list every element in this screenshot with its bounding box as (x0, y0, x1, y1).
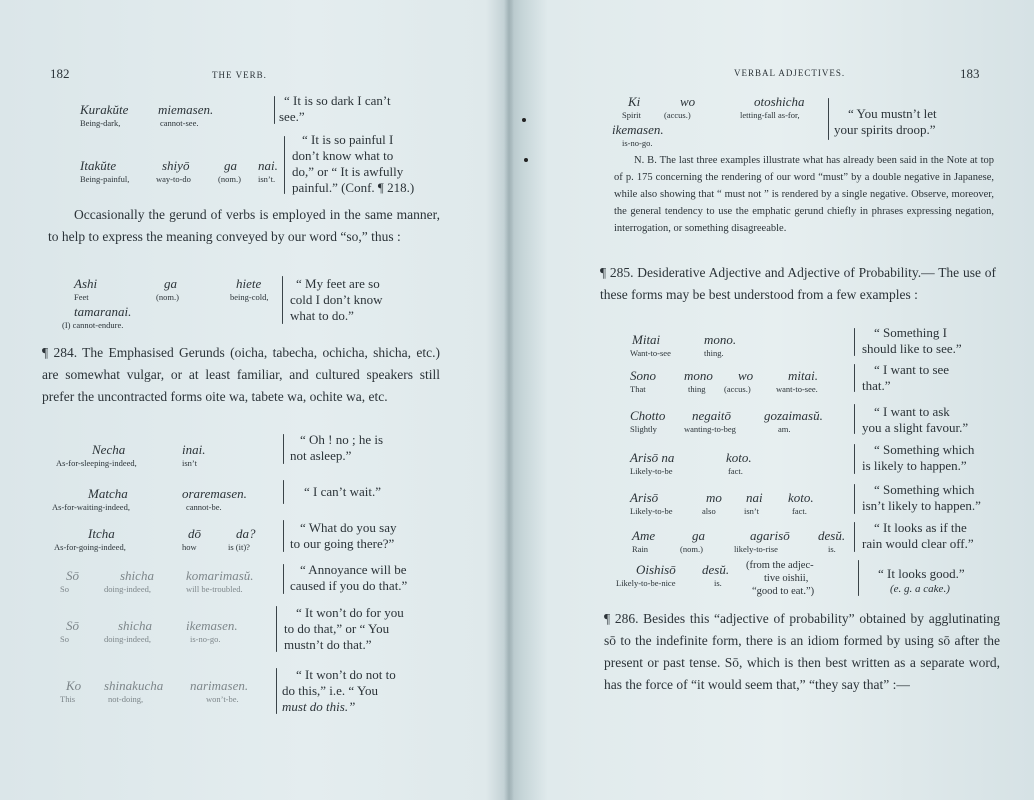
translation-line: see.” (279, 109, 305, 124)
brace (854, 522, 855, 552)
translation-line: “ What do you say (300, 520, 397, 535)
translation-line: “ I want to see (874, 362, 950, 377)
brace (854, 444, 855, 474)
brace (276, 606, 277, 652)
translation-line: do,” or “ It is awfully (292, 164, 404, 179)
gloss: is-no-go. (622, 138, 653, 148)
jp-word: Sō (66, 568, 79, 583)
gloss: is. (828, 544, 836, 554)
gloss: (accus.) (664, 110, 691, 120)
translation-line: “ I want to ask (874, 404, 950, 419)
gloss: As-for-sleeping-indeed, (56, 458, 137, 468)
translation-line: must do this.” (282, 699, 356, 714)
gloss: want-to-see. (776, 384, 818, 394)
gloss: fact. (728, 466, 743, 476)
jp-word: koto. (726, 450, 752, 465)
gloss: is (it)? (228, 542, 250, 552)
running-head: THE VERB. (212, 70, 267, 80)
gloss: not-doing, (108, 694, 144, 704)
translation-line: don’t know what to (292, 148, 394, 163)
right-page (512, 0, 1034, 800)
jp-word: desŭ. (818, 528, 846, 543)
translation-line: “ I can’t wait.” (304, 484, 381, 499)
jp-word: Sō (66, 618, 79, 633)
jp-word: shinakucha (104, 678, 164, 693)
paragraph-gerund: Occasionally the gerund of verbs is employed in the same manner, to help to express the meaning conveyed by our word “so,” thus : (48, 207, 440, 244)
translation-line: not asleep.” (290, 448, 352, 463)
translation-line: cold I don’t know (290, 292, 383, 307)
gloss: doing-indeed, (104, 634, 151, 644)
translation-line: what to do.” (290, 308, 354, 323)
brace (854, 404, 855, 434)
jp-word: wo (680, 94, 696, 109)
gloss: thing (688, 384, 706, 394)
translation-line: rain would clear off.” (862, 536, 974, 551)
jp-word: Itakŭte (80, 158, 117, 173)
gloss: Likely-to-be (630, 466, 673, 476)
brace (828, 98, 829, 140)
brace (854, 484, 855, 514)
aside-line: tive oishii, (764, 573, 809, 584)
brace (284, 136, 285, 194)
gloss: So (60, 634, 69, 644)
translation-line: “ It won’t do not to (296, 667, 396, 682)
page-number: 183 (960, 66, 980, 81)
gloss: Want-to-see (630, 348, 671, 358)
brace (858, 560, 859, 596)
gloss: (nom.) (218, 174, 241, 184)
gloss: isn’t. (258, 174, 276, 184)
page-number: 182 (50, 66, 70, 81)
translation-line: caused if you do that.” (290, 578, 408, 593)
jp-word: Necha (92, 442, 126, 457)
jp-word: Matcha (88, 486, 128, 501)
gloss: am. (778, 424, 791, 434)
translation-line: your spirits droop.” (834, 122, 936, 137)
translation-line: “ My feet are so (296, 276, 380, 291)
jp-word: Mitai (632, 332, 661, 347)
gloss: (accus.) (724, 384, 751, 394)
jp-word: inai. (182, 442, 206, 457)
jp-word: koto. (788, 490, 814, 505)
jp-word: mono (684, 368, 713, 383)
jp-word: mono. (704, 332, 737, 347)
jp-word: oraremasen. (182, 486, 247, 501)
gloss: won’t-be. (206, 694, 239, 704)
brace (283, 564, 284, 594)
gloss: isn’t (182, 458, 197, 468)
jp-word: ikemasen. (186, 618, 238, 633)
jp-word: shicha (118, 618, 152, 633)
gloss: Spirit (622, 110, 641, 120)
jp-word: komarimasŭ. (186, 568, 254, 583)
jp-word: tamaranai. (74, 304, 132, 319)
jp-word: Ashi (74, 276, 98, 291)
jp-word: negaitō (692, 408, 731, 423)
jp-word: hiete (236, 276, 262, 291)
jp-word: Itcha (88, 526, 115, 541)
gloss: is. (714, 578, 722, 588)
gloss: This (60, 694, 76, 704)
jp-word: gozaimasŭ. (764, 408, 823, 423)
translation-line: “ Something I (874, 325, 947, 340)
jp-word: ga (692, 528, 705, 543)
translation-line: to do that,” or “ You (284, 621, 390, 636)
translation-line: “ Something which (874, 442, 975, 457)
jp-word: ikemasen. (612, 122, 664, 137)
jp-word: shicha (120, 568, 154, 583)
jp-word: nai. (258, 158, 278, 173)
gloss: also (702, 506, 716, 516)
jp-word: ga (164, 276, 177, 291)
translation-line: painful.” (Conf. ¶ 218.) (292, 180, 415, 195)
gloss: Likely-to-be (630, 506, 673, 516)
left-page (0, 0, 508, 800)
running-head: VERBAL ADJECTIVES. (734, 68, 846, 78)
jp-word: Oishisō (636, 562, 676, 577)
jp-word: Ame (632, 528, 656, 543)
gloss: way-to-do (156, 174, 191, 184)
gloss: Feet (74, 292, 89, 302)
gloss: thing. (704, 348, 724, 358)
aside-line: “good to eat.”) (752, 586, 815, 597)
translation-line: (e. g. a cake.) (890, 583, 950, 595)
translation-line: do this,” i.e. “ You (282, 683, 379, 698)
jp-word: dō (188, 526, 201, 541)
translation-line: “ Annoyance will be (300, 562, 407, 577)
gloss: (I) cannot-endure. (62, 320, 124, 330)
paragraph-284: ¶ 284. The Emphasised Gerunds (oicha, tabecha, ochicha, shicha, etc.) are somewhat vulgar, or at least familiar, and cultured speakers still prefer the uncontracted forms oite wa, tabete wa, ochite wa, etc. (42, 345, 440, 404)
gloss: So (60, 584, 69, 594)
jp-word: agarisō (750, 528, 790, 543)
gloss: how (182, 542, 197, 552)
paragraph-286: ¶ 286. Besides this “adjective of probability” obtained by agglutinating sō to the indefinite form, there is an idiom formed by using sō after the present or past tense. Sō, which is then best written as a separate word, has the force of “it would seem that,” “they say that” :— (604, 611, 1000, 692)
jp-word: wo (738, 368, 754, 383)
jp-word: ga (224, 158, 237, 173)
gloss: likely-to-rise (734, 544, 778, 554)
gloss: isn’t (744, 506, 759, 516)
jp-word: mitai. (788, 368, 818, 383)
jp-word: Arisō na (630, 450, 675, 465)
jp-word: Chotto (630, 408, 666, 423)
brace (283, 520, 284, 552)
brace (854, 364, 855, 392)
jp-word: nai (746, 490, 763, 505)
gloss: cannot-see. (160, 118, 199, 128)
translation-line: that.” (862, 378, 891, 393)
translation-line: should like to see.” (862, 341, 962, 356)
gloss: wanting-to-beg (684, 424, 736, 434)
jp-word: Kurakŭte (80, 102, 129, 117)
gloss: Slightly (630, 424, 657, 434)
brace (282, 276, 283, 324)
gloss: fact. (792, 506, 807, 516)
jp-word: shiyō (162, 158, 190, 173)
jp-word: Ki (628, 94, 641, 109)
translation-line: to our going there?” (290, 536, 395, 551)
gloss: (nom.) (680, 544, 703, 554)
translation-line: “ It won’t do for you (296, 605, 404, 620)
translation-line: mustn’t do that.” (284, 637, 372, 652)
brace (276, 668, 277, 714)
gloss: Being-dark, (80, 118, 121, 128)
brace (283, 480, 284, 504)
brace (274, 96, 275, 124)
brace (854, 328, 855, 356)
gloss: is-no-go. (190, 634, 221, 644)
aside-line: (from the adjec- (746, 560, 814, 571)
gloss: Rain (632, 544, 649, 554)
jp-word: Ko (66, 678, 82, 693)
translation-line: is likely to happen.” (862, 458, 967, 473)
gloss: That (630, 384, 646, 394)
gloss: letting-fall as-for, (740, 110, 800, 120)
gloss: will be-troubled. (186, 584, 243, 594)
gloss: being-cold, (230, 292, 269, 302)
translation-line: “ It is so painful I (302, 132, 394, 147)
jp-word: otoshicha (754, 94, 805, 109)
jp-word: Sono (630, 368, 656, 383)
translation-line: “ It looks good.” (878, 566, 965, 581)
jp-word: desŭ. (702, 562, 730, 577)
gloss: As-for-going-indeed, (54, 542, 126, 552)
translation-line: you a slight favour.” (862, 420, 969, 435)
brace (283, 434, 284, 464)
translation-line: “ It looks as if the (874, 520, 967, 535)
jp-word: mo (706, 490, 722, 505)
translation-line: “ You mustn’t let (848, 106, 937, 121)
gloss: cannot-be. (186, 502, 222, 512)
jp-word: da? (236, 526, 256, 541)
jp-word: narimasen. (190, 678, 249, 693)
gloss: Being-painful, (80, 174, 130, 184)
translation-line: “ Oh ! no ; he is (300, 432, 384, 447)
paragraph-285: ¶ 285. Desiderative Adjective and Adjective of Probability.— The use of these forms may be best understood from a few examples : (600, 265, 996, 302)
translation-line: “ Something which (874, 482, 975, 497)
translation-line: isn’t likely to happen.” (862, 498, 981, 513)
jp-word: Arisō (630, 490, 659, 505)
note-paragraph: N. B. The last three examples illustrate what has already been said in the Note at top of p. 175 concerning the rendering of our word “must” by a double negative in Japanese, while also showing that “ must not ” is rendered by a single negative. Observe, moreover, the general tendency to use the emphatic gerund chiefly in phrases expressing negation, interrogation, or something disagreeable. (614, 155, 994, 234)
translation-line: “ It is so dark I can’t (284, 93, 391, 108)
jp-word: miemasen. (158, 102, 214, 117)
gloss: (nom.) (156, 292, 179, 302)
gloss: doing-indeed, (104, 584, 151, 594)
gloss: Likely-to-be-nice (616, 578, 676, 588)
gloss: As-for-waiting-indeed, (52, 502, 130, 512)
